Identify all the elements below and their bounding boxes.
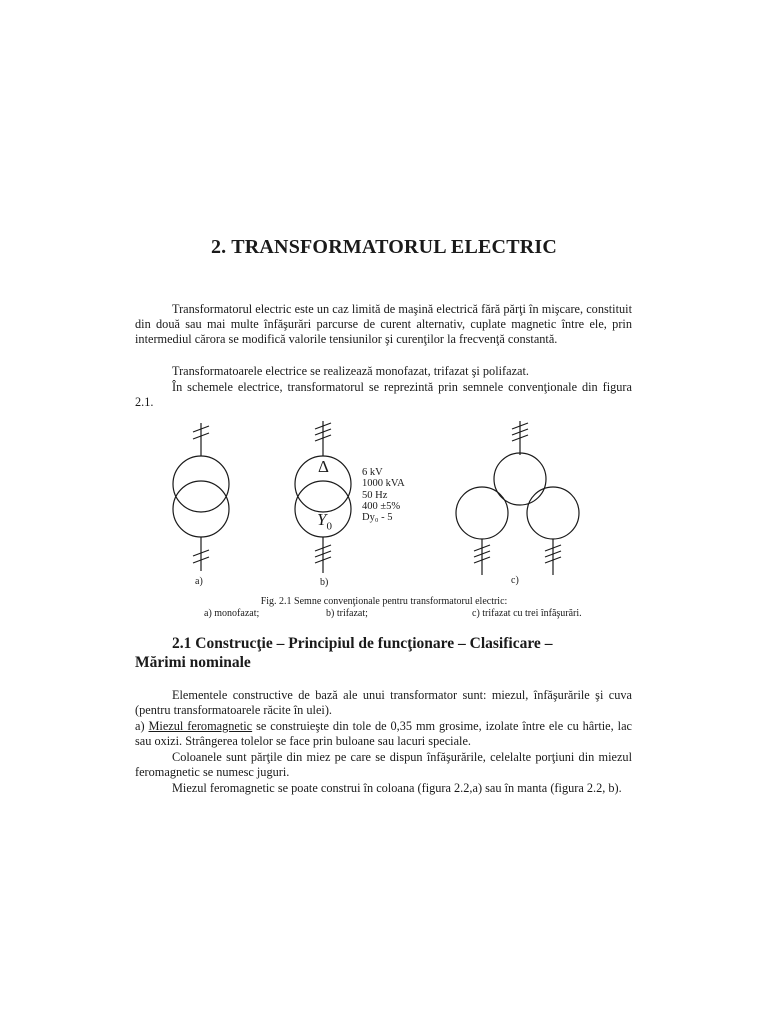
rating-voltage: 6 kV <box>362 467 383 478</box>
paragraph-elements: Elementele constructive de bază ale unui transformator sunt: miezul, înfăşurările şi cuva (pentru transformatoarele răcite în ulei). <box>135 688 632 718</box>
rating-tap: 400 ±5% <box>362 500 401 512</box>
paragraph-types: Transformatoarele electrice se realizează monofazat, trifazat şi polifazat. <box>172 364 529 378</box>
ratings-block <box>362 467 405 523</box>
figure-caption-c: c) trifazat cu trei înfăşurări. <box>472 608 582 619</box>
section-heading-line2: Mărimi nominale <box>135 654 251 671</box>
section-heading <box>135 634 632 672</box>
paragraph-definition: Transformatorul electric este un caz limită de maşină electrică fără părţi în mişcare, constituit din două sau mai multe înfăşurări parcurse de curent alternativ, cuplate magnetic între ele, prin intermediul cărora se modifică valorile tensiunilor şi curenţilor la frecvenţă constantă. <box>135 302 632 347</box>
symbol-single-phase <box>173 423 229 571</box>
section-heading-line1: 2.1 Construcţie – Principiul de funcţionare – Clasificare – <box>172 635 553 652</box>
paragraph-symbols: În schemele electrice, transformatorul se reprezintă prin semnele convenţionale din figura 2.1. <box>135 380 632 410</box>
figure-caption-title: Fig. 2.1 Semne convenţionale pentru transformatorul electric: <box>260 596 508 607</box>
symbol-three-phase <box>295 421 351 573</box>
paragraph-columns: Coloanele sunt părţile din miez pe care se dispun înfăşurările, celelalte porţiuni din miezul feromagnetic se numesc juguri. <box>135 750 632 780</box>
y-symbol: $Y_0$ <box>317 510 332 533</box>
figure-2-1 <box>140 415 620 595</box>
paragraph-core: a) Miezul feromagnetic se construieşte din tole de 0,35 mm grosime, izolate între ele cu hârtie, lac sau oxizi. Strângerea tolelor se face prin buloane sau lacuri speciale. <box>135 719 632 749</box>
rating-connection: Dy₀ - 5 <box>362 512 393 524</box>
rating-power: 1000 kVA <box>362 478 405 490</box>
paragraph-core-types: Miezul feromagnetic se poate construi în coloana (figura 2.2,a) sau în manta (figura 2.2, b). <box>172 781 622 795</box>
figure-caption-a: a) monofazat; <box>204 608 260 619</box>
term-ferromagnetic-core: Miezul feromagnetic <box>148 719 253 733</box>
label-b: b) <box>320 577 329 588</box>
symbol-three-winding <box>456 421 579 575</box>
rating-frequency: 50 Hz <box>362 489 388 501</box>
label-c: c) <box>511 575 519 586</box>
delta-symbol: Δ <box>318 457 329 476</box>
label-a: a) <box>195 576 203 587</box>
page-title: 2. TRANSFORMATORUL ELECTRIC <box>210 236 557 258</box>
figure-caption-b: b) trifazat; <box>326 608 368 619</box>
